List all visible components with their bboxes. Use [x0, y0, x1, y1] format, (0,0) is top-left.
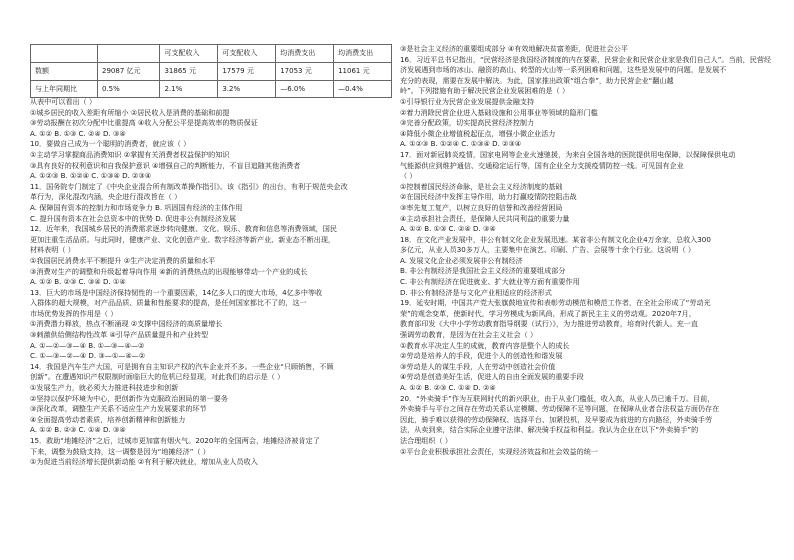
table-cell: 可支配收入 [160, 45, 218, 63]
text-line: ③率先复工复产，以树立良好的信誉和改善经营困局 [400, 202, 563, 212]
table-cell: 均消费支出 [276, 45, 334, 63]
text-line: ①主动学习掌握商品消费知识 ②掌握有关消费者权益保护的知识 [30, 149, 230, 159]
text-line: 16．习近平总书记指出，“民营经济是我国经济制度的内在要素，民营企业和民营企业家是我们自己人”。当前，民营经 [400, 54, 772, 64]
table-header-row [31, 45, 392, 63]
table-cell: —6.0% [276, 80, 334, 98]
text-line: 强调劳动教育，是因为在社会主义社会（ ） [400, 330, 538, 340]
text-line: 13．巨大的市场是中国经济保持韧性的一个重要因素，14亿多人口的庞大市场，4亿多中等收 [30, 287, 323, 297]
text-line: 革行为，深化混改内涵，央企进行混改旨在（ ） [30, 192, 182, 202]
text-line: ③消费对生产的调整和升级起着导向作用 ④新的消费热点的出现能够带动一个产业的成长 [30, 266, 308, 276]
table-cell: 均消费支出 [334, 45, 392, 63]
text-line: ①消费潜力释放，热点不断涌现 ②支撑中国经济的高质量增长 [30, 319, 223, 329]
text-line: 岭”。下列措施有助于解决民营企业发展困难的是（ ） [400, 86, 570, 96]
text-line: 市场优势发挥的作用是（ ） [30, 308, 118, 318]
text-line: A. 发展文化企业必须发展非公有制经济 [400, 255, 523, 265]
table-row [31, 62, 392, 80]
text-line: A. ①②③ B. ①②④ C. ①③④ D. ②③④ [400, 139, 522, 149]
text-line: D. 非公有制经济是与文化产业相适应的经济形式 [400, 287, 552, 297]
text-line: 20．“外卖骑手”作为互联网时代的新兴职业，由于从业门槛低，收入高，从业人员已逾千万。目前， [400, 393, 715, 403]
text-line: ①教育水平决定人生的成就，教育内容是整个人的成长 [400, 340, 570, 350]
text-line: ③具有良好的权利意识和自我保护意识 ④增强自己的判断能力，不盲目追随其他消费者 [30, 160, 301, 170]
text-line: ③劳动报酬在初次分配中比重提高 ④收入分配公平是提高效率的物质保证 [30, 118, 258, 128]
text-line: 济发展遇到市场的冰山、融资的高山、转型的火山等一系列困难和问题，这些是发展中的问题，是发展不 [400, 65, 727, 75]
table-cell: 数额 [31, 62, 98, 80]
text-line: ②着力消除民营企业进入基础设施和公用事业等领域的隐形门槛 [400, 107, 598, 117]
text-line: ④降低小微企业增值税起征点，增强小微企业活力 [400, 128, 556, 138]
text-line: 充分的表现，需要在发展中解决。为此，国家推出政策“组合拳”，助力民营企业“翻山越 [400, 75, 674, 85]
text-line: 15．救助“地摊经济”之后，过城市更加富有烟火气。2020年的全国两会，地摊经济被肯定了 [30, 436, 320, 445]
text-line: 14．我国是汽车生产大国，可是拥有自主知识产权的汽车企业并不多。一些企业“只顾销售，不顾 [30, 361, 334, 371]
text-line: 外卖骑手与平台之间存在劳动关系认定模糊、劳动保障不足等问题，在保障从业者合法权益方面仍存在 [400, 404, 720, 414]
table-cell: 2.1% [160, 80, 218, 98]
text-line: ①为促进当前经济增长提供新动能 ②有利于解决就业，增加从业人员收入 [30, 457, 258, 467]
table-cell: 17579 元 [218, 62, 276, 80]
text-line: ①发展生产力，就必须大力推进科技进步和创新 [30, 383, 179, 393]
text-line: ③是社会主义经济的重要组成部分 ④有效地解决贫富差距，促进社会公平 [400, 44, 628, 53]
text-line: A. ①—②—③—④ B. ①—③—④—② [30, 340, 145, 350]
text-line: A. ①② B. ②③ C. ①④ D. ③④ [30, 425, 126, 435]
table-cell: 与上年同期比 [31, 80, 98, 98]
text-line: ④全面提高劳动者素质，培养创新精神和创新能力 [30, 414, 186, 424]
text-line: ④主动承担社会责任，是保障人民共同利益的重要力量 [400, 213, 570, 223]
text-line: ②坚持以保护环境为中心，把创新作为克服政治困局的第一要务 [30, 393, 228, 403]
table-cell: 0.5% [98, 80, 160, 98]
table-cell: 31865 元 [160, 62, 218, 80]
text-line: 创新”。在遭遇知识产权限制时面临巨大的危机已经显现，对此我们的启示是（ ） [30, 372, 285, 382]
text-line: 教育部印发《大中小学劳动教育指导纲要（试行）》，为力推进劳动教育，培育时代新人。充一直 [400, 319, 698, 329]
text-line: 从表中可以看出（ ） [30, 97, 97, 106]
table-cell: 3.2% [218, 80, 276, 98]
text-line: ④劳动是创造美好生活，促进人的自由全面发展的重要手段 [400, 372, 584, 382]
text-line: 法合理组织（ ） [400, 435, 452, 445]
text-line: A. ①② B. ①③ C. ②④ D. ③④ [30, 128, 126, 138]
text-line: 因此，骑手难以获得的劳动保障权、选择平台、加紧投机，及早要成为前进的方向路径，外卖骑手劳 [400, 414, 713, 424]
text-line: ②在国民经济中发挥主导作用，助力打赢疫情防控阻击战 [400, 192, 577, 202]
text-line: 18．在文化产业发展中，非公有制文化企业发展迅速。某省非公有制文化企业4万余家，总收入300 [400, 234, 711, 244]
text-line: C. 非公有制经济在促进就业、扩大就业等方面有重要作用 [400, 277, 580, 287]
text-line: 气能源供应到维护通信、交通稳定运行等，国有企业全力支援疫情防控一线。可见国有企业 [400, 160, 684, 170]
table-row [31, 80, 392, 98]
text-line: 17．面对新冠肺炎疫情，国家电网等企业火速驰援，为来自全国各地的医院提供用电保障，以保障保供电动 [400, 149, 736, 159]
table-cell: 11061 元 [334, 62, 392, 80]
table-cell [31, 45, 98, 63]
text-line: C. 提升国有资本在社会总资本中的优势 D. 促进非公有制经济发展 [30, 213, 237, 223]
text-line: A. ①② B. ②③ C. ③④ D. ①④ [30, 277, 126, 287]
text-line: 下来，调整为鼓励支持，这一调整是因为“地摊经济”（ ） [30, 446, 210, 456]
left-column [30, 97, 392, 468]
text-line: 19．延安时期，中国共产党大张旗鼓地宣传和表彰劳动模范和模范工作者，在全社会形成了“劳动光 [400, 298, 711, 308]
text-line: ①控制着国民经济命脉，是社会主义经济制度的基础 [400, 181, 563, 191]
text-line: ①我国居民消费水平不断提升 ②生产决定消费的质量和水平 [30, 255, 216, 265]
table-cell: 29087 亿元 [98, 62, 160, 80]
text-line: ②劳动是培养人的手段，促进个人的创造性和谐发展 [400, 351, 563, 361]
text-line: A. ①② B. ②③ C. ①④ D. ②④ [400, 383, 496, 392]
text-line: 11．国务院专门制定了《中央企业混合所有制改革操作指引》。该《指引》的出台，有利于规范央企改 [30, 181, 348, 191]
text-line: 更加注重生活品质。与此同时，健康产业、文化创意产业、数字经济等新产业、新业态不断出现， [30, 234, 336, 244]
text-line: ③刺激供给侧结构性改革 ④引导产品质量提升和产业转型 [30, 330, 209, 340]
text-line: ①城乡居民的收入差距有所缩小 ②居民收入是消费的基础和前提 [30, 107, 230, 117]
text-line: ①平台企业积极承担社会责任，实现经济效益和社会效益的统一 [400, 446, 598, 456]
text-line: ③深化改革，调整生产关系不适应生产力发展要求的环节 [30, 404, 207, 414]
text-line: 材料表明（ ） [30, 245, 75, 255]
text-line: 法，从卖到来，结合实际企业遵守法律、解决骑手权益和利益。我认为企业在以下“外卖骑手”的 [400, 425, 699, 435]
text-line: 多亿元，从业人员30多万人，主要集中在演艺、印刷、广告、会展等十余个行业。这说明（ ） [400, 245, 696, 255]
table-cell: 17053 元 [276, 62, 334, 80]
text-line: B. 非公有制经济是我国社会主义经济的重要组成部分 [400, 266, 566, 276]
text-line: ③完善分配政策，切实提高民营经济控制力 [400, 118, 535, 128]
right-column [400, 44, 772, 457]
text-line: ①引导银行业为民营企业发展提供金融支持 [400, 96, 535, 106]
table-cell [98, 45, 160, 63]
text-line: A. ①②③ B. ①②④ C. ①③④ D. ②③④ [30, 171, 152, 181]
text-line: 入群体的超大规模，对产品品质、质量和性能要求的提高，是任何国家都比不了的，这一 [30, 298, 307, 308]
table-cell: —0.4% [334, 80, 392, 98]
text-line: （ ） [400, 171, 417, 181]
text-line: 10．要做自己成为一个聪明的消费者，就应该（ ） [30, 139, 191, 149]
text-line: A. 保障国有资本的控制力和市场竞争力 B. 巩固国有经济的主体作用 [30, 202, 243, 212]
text-line: A. ①② B. ①③ C. ②④ D. ③④ [400, 224, 496, 234]
table-cell: 可支配收入 [218, 45, 276, 63]
text-line: C. ①—③—②—④ D. ③—①—④—② [30, 351, 146, 361]
income-statistics-table [30, 44, 392, 98]
text-line: 12．近年来，我国城乡居民的消费需求逐步转向健康、文化、娱乐、教育和信息等消费领域，国民 [30, 224, 337, 234]
text-line: 荣”的观念变革，使新时代，学习劳模成为新风尚，形成了新民主主义的劳动观。2020年7月， [400, 308, 696, 318]
text-line: ③劳动是人的谋生手段，人在劳动中创造社会价值 [400, 361, 556, 371]
